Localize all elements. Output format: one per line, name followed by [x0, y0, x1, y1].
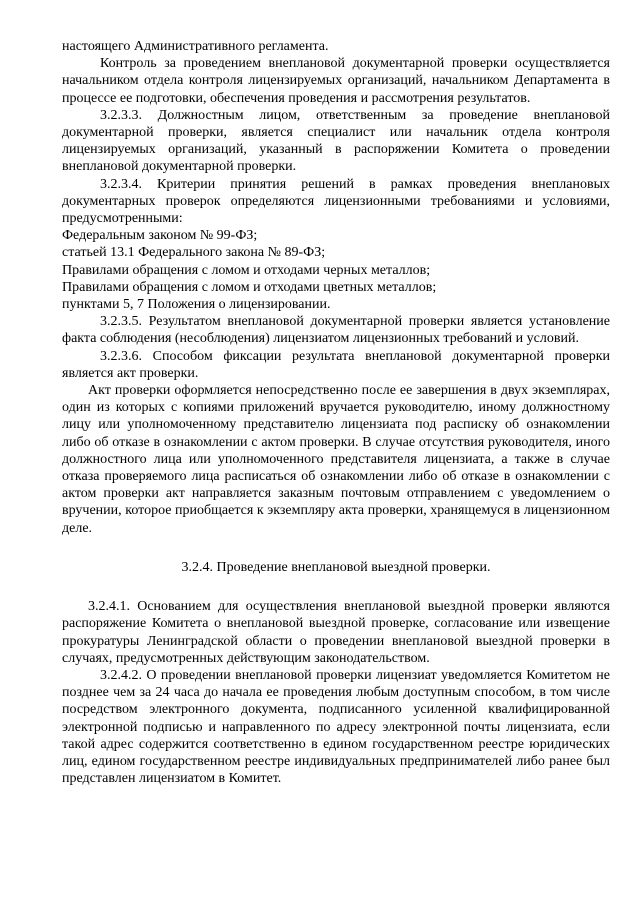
paragraph-control: Контроль за проведением внеплановой документарной проверки осуществляется начальником отдела контроля лицензируемых организаций, начальником Департамента в процессе ее подготовки, обеспечения проведения и рассмотрения результатов. [62, 56, 610, 106]
paragraph-3-2-4-2: 3.2.4.2. О проведении внеплановой проверки лицензиат уведомляется Комитетом не позднее чем за 24 часа до начала ее проведения любым доступным способом, в том числе посредством электронного документа, подписанного усиленной квалифицированной электронной подписью и направленного по адресу электронной почты лицензиата, если такой адрес содержится соответственно в едином государственном реестре юридических лиц, едином государственном реестре индивидуальных предпринимателей либо ранее был представлен лицензиатом в Комитет. [62, 667, 610, 787]
list-item-licensing-regulation: пунктами 5, 7 Положения о лицензировании. [62, 297, 331, 313]
paragraph-3-2-3-6: 3.2.3.6. Способом фиксации результата внеплановой документарной проверки является акт проверки. [62, 348, 610, 381]
paragraph-intro: настоящего Административного регламента. [62, 39, 329, 54]
section-heading-3-2-4: 3.2.4. Проведение внеплановой выездной проверки. [181, 559, 491, 575]
paragraph-3-2-3-5: 3.2.3.5. Результатом внеплановой документарной проверки является установление факта соблюдения (несоблюдения) лицензиатом лицензионных требований и условий. [62, 314, 610, 347]
paragraph-3-2-3-3: 3.2.3.3. Должностным лицом, ответственным за проведение внеплановой документарной проверки, является специалист или начальник отдела контроля лицензируемых организаций, указанный в распоряжении Комитета о проведении внеплановой документарной проверки. [62, 107, 610, 175]
paragraph-inspection-act: Акт проверки оформляется непосредственно после ее завершения в двух экземплярах, один из которых с копиями приложений вручается руководителю, иному должностному лицу или уполномоченному представителю лицензиата под расписку об ознакомлении либо об отказе в ознакомлении с актом проверки. В случае отсутствия руководителя, иного должностного лица или уполномоченного представителя лицензиата, а также в случае отказа проверяемого лица расписаться об ознакомлении либо об отказе в ознакомлении с актом проверки акт направляется заказным почтовым отправлением с уведомлением о вручении, которое приобщается к экземпляру акта проверки, хранящемуся в лицензионном деле. [62, 383, 610, 536]
list-item-nonferrous-rules: Правилами обращения с ломом и отходами цветных металлов; [62, 279, 437, 295]
paragraph-3-2-4-1: 3.2.4.1. Основанием для осуществления внеплановой выездной проверки являются распоряжение Комитета о внеплановой выездной проверке, согласование или извещение прокуратуры Ленинградской области о проведении внеплановой выездной проверки в случаях, предусмотренных действующим законодательством. [62, 599, 610, 666]
list-item-law-99: Федеральным законом № 99-ФЗ; [62, 228, 258, 244]
list-item-law-89: статьей 13.1 Федерального закона № 89-ФЗ; [62, 245, 326, 261]
list-item-ferrous-rules: Правилами обращения с ломом и отходами черных металлов; [62, 262, 431, 278]
document-page [62, 38, 610, 787]
paragraph-3-2-3-4: 3.2.3.4. Критерии принятия решений в рамках проведения внеплановых документарных проверок определяются лицензионными требованиями и условиями, предусмотренными: [62, 176, 610, 227]
